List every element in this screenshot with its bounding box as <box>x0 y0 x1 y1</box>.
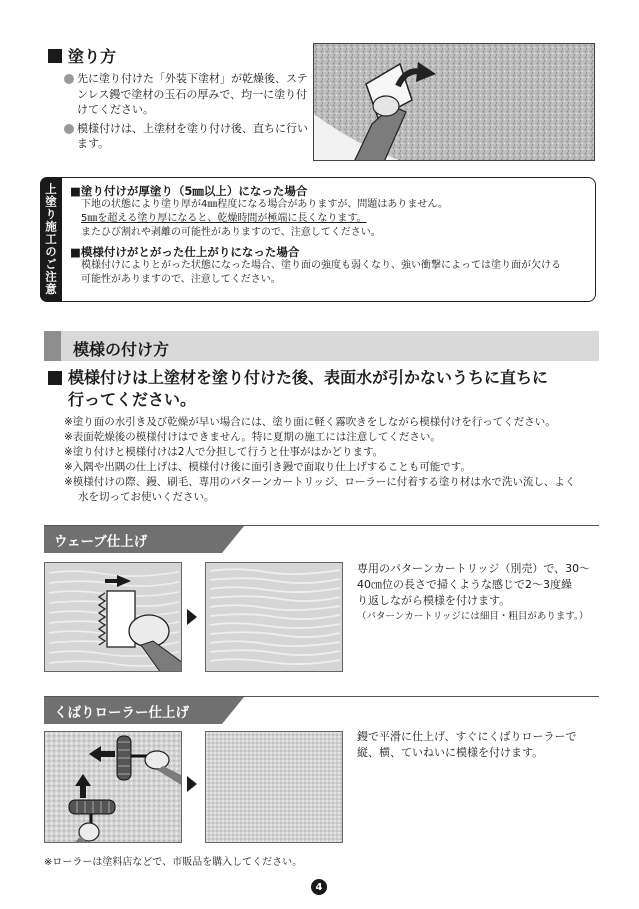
wave-banner <box>44 526 244 553</box>
square-bullet-icon <box>48 371 62 385</box>
wave-description: 専用のパターンカートリッジ（別売）で、30〜 40㎝位の長さで掃くような感じで2〜3度繰 り返しながら模様を付けます。 （パターンカートリッジには細目・粗目があります。） <box>357 562 591 622</box>
pattern-notes <box>64 415 604 505</box>
caution-text: 模様付けによりとがった状態になった場合、塗り面の強度も弱くなり、強い衝撃によっては塗り面が欠ける <box>81 260 561 271</box>
wave-result-illustration <box>205 562 343 672</box>
gray-bullet-icon <box>64 74 74 84</box>
trowel-application-illustration <box>313 43 595 161</box>
roller-description: 鏝で平滑に仕上げ、すぐにくばりローラーで 縦、横、ていねいに模様を付けます。 <box>357 730 577 759</box>
note-item: ※入隅や出隅の仕上げは、模様付け後に面引き鏝で面取り仕上げすることも可能です。 <box>64 461 471 473</box>
instruction-item: 先に塗り付けた「外装下塗材」が乾燥後、ステンレス鏝で塗材の玉石の厚みで、均一に塗り付けてください。 <box>64 71 309 118</box>
caution-text: 下地の状態により塗り厚が4㎜程度になる場合がありますが、問題はありません。 <box>81 199 448 210</box>
caution-content <box>70 182 590 287</box>
roller-result-illustration <box>205 731 343 843</box>
roller-banner-title: くばりローラー仕上げ <box>54 704 189 721</box>
arrow-right-icon <box>187 609 197 625</box>
wave-banner-title: ウェーブ仕上げ <box>54 533 148 550</box>
page-number: 4 <box>311 879 327 895</box>
section-title-application <box>48 44 116 67</box>
application-instructions <box>64 71 309 155</box>
gray-bullet-icon <box>64 124 74 134</box>
arrow-right-icon <box>187 776 197 792</box>
wave-process-illustration <box>44 562 182 672</box>
footnote: ※ローラーは塗料店などで、市販品を購入してください。 <box>44 857 303 868</box>
instruction-item: 模様付けは、上塗材を塗り付け後、直ちに行います。 <box>64 121 309 152</box>
section-title-pattern: 模様の付け方 <box>73 340 170 359</box>
note-item-continued: 水を切ってお使いください。 <box>78 491 215 503</box>
roller-banner <box>44 697 244 724</box>
note-item: ※塗り面の水引き及び乾燥が早い場合には、塗り面に軽く霧吹きをしながら模様付けを行ってください。 <box>64 416 556 428</box>
caution-heading: ■模様付けがとがった仕上がりになった場合 <box>70 245 300 259</box>
caution-tab-label: 上塗り施工のご注意 <box>40 177 62 302</box>
section-title-text: 塗り方 <box>68 47 117 66</box>
caution-text-underlined: 5㎜を超える塗り厚になると、乾燥時間が極端に長くなります。 <box>81 213 367 224</box>
note-item: ※模様付けの際、鏝、刷毛、専用のパターンカートリッジ、ローラーに付着する塗り材は水で洗い流し、よく <box>64 476 576 488</box>
caution-text: またひび割れや剥離の可能性がありますので、注意してください。 <box>81 227 381 238</box>
section-header-accent <box>44 331 61 361</box>
caution-text: 可能性がありますので、注意してください。 <box>81 274 281 285</box>
roller-process-illustration <box>44 731 182 843</box>
note-item: ※塗り付けと模様付けは2人で分担して行うと仕事がはかどります。 <box>64 446 384 458</box>
pattern-lead-statement: 模様付けは上塗材を塗り付けた後、表面水が引かないうちに直ちに 行ってください。 <box>48 367 608 411</box>
caution-heading: ■塗り付けが厚塗り（5㎜以上）になった場合 <box>70 184 308 198</box>
square-bullet-icon <box>48 49 62 63</box>
note-item: ※表面乾燥後の模様付けはできません。特に夏期の施工には注意してください。 <box>64 431 441 443</box>
